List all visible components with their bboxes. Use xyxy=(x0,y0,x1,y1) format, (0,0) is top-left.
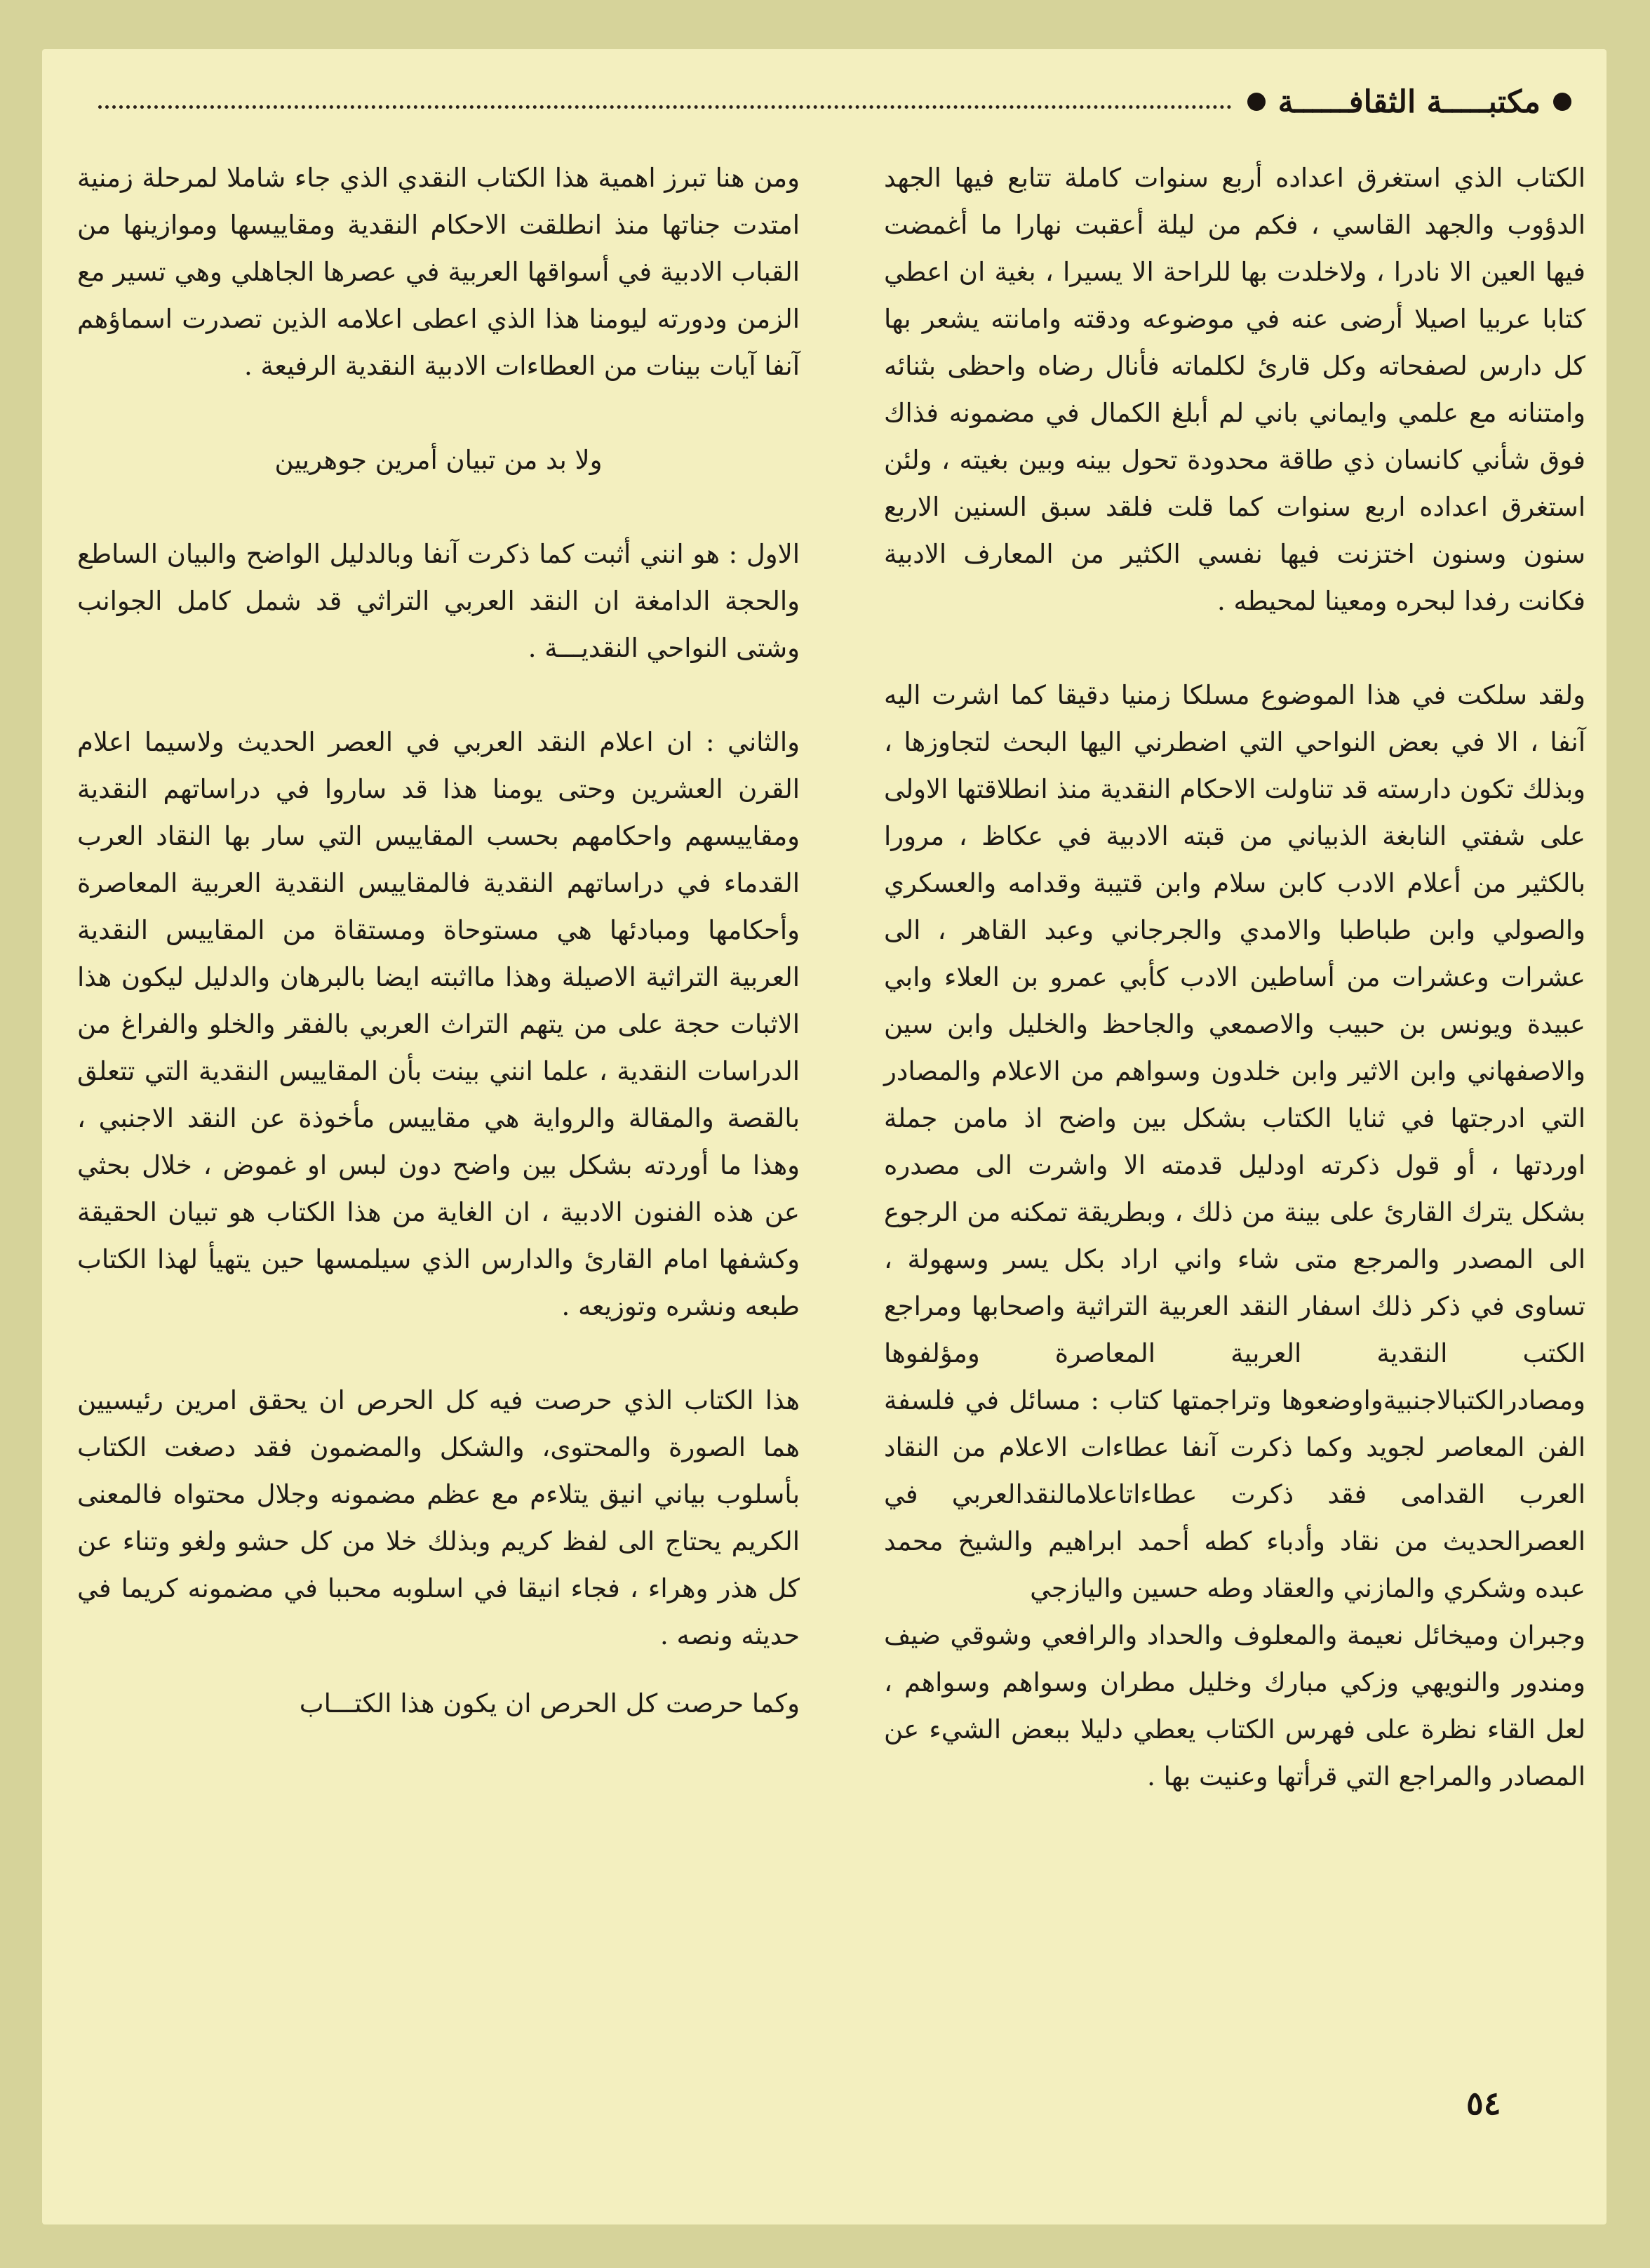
left-paragraph-6: وكما حرصت كل الحرص ان يكون هذا الكتـــاب xyxy=(299,1688,800,1719)
section-header xyxy=(98,77,1571,126)
left-paragraph-2: ولا بد من تبيان أمرين جوهريين xyxy=(274,445,603,475)
left-paragraph-1: ومن هنا تبرز اهمية هذا الكتاب النقدي الذي جاء شاملا لمرحلة زمنية امتدت جناتها منذ انطلقت الاحكام النقدية ومقاييسها وموازينها من القباب الادبية في أسواقها العربية في عصرها الجاهلي وهي تسير مع الزمن ودورته ليومنا هذا الذي اعطى اعلامه الذين تصدرت اسماؤهم آنفا آيات بينات من العطاءات الادبية النقدية الرفيعة . xyxy=(77,163,800,381)
left-paragraph-5: هذا الكتاب الذي حرصت فيه كل الحرص ان يحقق امرين رئيسيين هما الصورة والمحتوى، والشكل والمضمون فقد دصغت الكتاب بأسلوب بياني انيق يتلاءم مع عظم مضمونه وجلال محتواه فالمعنى الكريم يحتاج الى لفظ كريم وبذلك خلا من كل حشو ولغو وتناء عن كل هذر وهراء ، فجاء انيقا في اسلوبه محببا في مضمونه كريما في حديثه ونصه . xyxy=(77,1385,800,1650)
section-title: مكتبـــــة الثقافــــــة xyxy=(1277,84,1541,120)
right-paragraph-3: وجبران وميخائل نعيمة والمعلوف والحداد والرافعي وشوقي ضيف ومندور والنويهي وزكي مبارك وخليل مطران وسواهم وسواهم ، لعل القاء نظرة على فهرس الكتاب يعطي دليلا ببعض الشيء عن المصادر والمراجع التي قرأتها وعنيت بها . xyxy=(884,1620,1585,1792)
right-paragraph-2: ولقد سلكت في هذا الموضوع مسلكا زمنيا دقيقا كما اشرت اليه آنفا ، الا في بعض النواحي التي اضطرني اليها البحث لتجاوزها ، وبذلك تكون دارسته قد تناولت الاحكام النقدية منذ انطلاقتها الاولى على شفتي النابغة الذبياني من قبته الادبية في عكاظ ، مرورا بالكثير من أعلام الادب كابن سلام وابن قتيبة وقدامه والعسكري والصولي وابن طباطبا والامدي والجرجاني وعبد القاهر ، الى عشرات وعشرات من أساطين الادب كأبي عمرو بن العلاء وابي عبيدة ويونس بن حبيب والاصمعي والجاحظ والخليل وابن سين والاصفهاني وابن الاثير وابن خلدون وسواهم من الاعلام والمصادر التي ادرجتها في ثنايا الكتاب بشكل بين واضح اذ مامن جملة اوردتها ، أو قول ذكرته اودليل قدمته الا واشرت الى مصدره بشكل يترك القارئ على بينة من ذلك ، وبطريقة تمكنه من الرجوع الى المصدر والمرجع متى شاء واني اراد بكل يسر وسهولة ، تساوى في ذكر ذلك اسفار النقد العربية التراثية واصحابها ومراجع الكتب النقدية العربية المعاصرة ومؤلفوها ومصادرالكتبالاجنبيةواوضعوها وتراجمتها كتاب : مسائل في فلسفة الفن المعاصر لجويد وكما ذكرت آنفا عطاءات الاعلام من النقاد العرب القدامى فقد ذكرت عطاءاتاعلامالنقدالعربي في العصرالحديث من نقاد وأدباء كطه أحمد ابراهيم والشيخ محمد عبده وشكري والمازني والعقاد وطه حسين واليازجي xyxy=(884,680,1586,1603)
header-dotted-rule xyxy=(98,95,1232,109)
right-column xyxy=(884,154,1585,1800)
header-bullet-right-icon xyxy=(1553,93,1571,111)
page-number: ٥٤ xyxy=(1466,2084,1501,2122)
left-paragraph-4: والثاني : ان اعلام النقد العربي في العصر الحديث ولاسيما اعلام القرن العشرين وحتى يومنا هذا قد ساروا في دراساتهم النقدية ومقاييسهم واحكامهم بحسب المقاييس التي سار بها النقاد العرب القدماء في دراساتهم النقدية فالمقاييس النقدية العربية المعاصرة وأحكامها ومبادئها هي مستوحاة ومستقاة من المقاييس النقدية العربية التراثية الاصيلة وهذا مااثبته ايضا بالبرهان والدليل ليكون هذا الاثبات حجة على من يتهم التراث العربي بالفقر والخلو والفراغ من الدراسات النقدية ، علما انني بينت بأن المقاييس النقدية التي تتعلق بالقصة والمقالة والرواية هي مقاييس مأخوذة عن النقد الاجنبي ، وهذا ما أوردته بشكل بين واضح دون لبس او غموض ، خلال بحثي عن هذه الفنون الادبية ، ان الغاية من هذا الكتاب هو تبيان الحقيقة وكشفها امام القارئ والدارس الذي سيلمسها حين يتهيأ لهذا الكتاب طبعه ونشره وتوزيعه . xyxy=(77,727,800,1321)
page-sheet xyxy=(42,49,1607,2224)
right-paragraph-1: الكتاب الذي استغرق اعداده أربع سنوات كاملة تتابع فيها الجهد الدؤوب والجهد القاسي ، فكم من ليلة أعقبت نهارا ما أغمضت فيها العين الا نادرا ، ولاخلدت بها للراحة الا يسيرا ، بغية ان اعطي كتابا عربيا اصيلا أرضى عنه في موضوعه ودقته وامانته يشعر بها كل دارس لصفحاته وكل قارئ لكلماته فأنال رضاه واحظى بثنائه وامتنانه مع علمي وايماني باني لم أبلغ الكمال في مضمونه فذاك فوق شأني كانسان ذي طاقة محدودة تحول بينه وبين بغيته ، ولئن استغرق اعداده اربع سنوات كما قلت فلقد سبق السنين الاربع سنون وسنون اختزنت فيها نفسي الكثير من المعارف الادبية فكانت رفدا لبحره ومعينا لمحيطه . xyxy=(884,163,1585,616)
left-paragraph-3: الاول : هو انني أثبت كما ذكرت آنفا وبالدليل الواضح والبيان الساطع والحجة الدامغة ان النقد العربي التراثي قد شمل كامل الجوانب وشتى النواحي النقديـــة . xyxy=(77,539,800,663)
left-column xyxy=(77,154,800,1727)
header-bullet-left-icon xyxy=(1247,93,1266,111)
